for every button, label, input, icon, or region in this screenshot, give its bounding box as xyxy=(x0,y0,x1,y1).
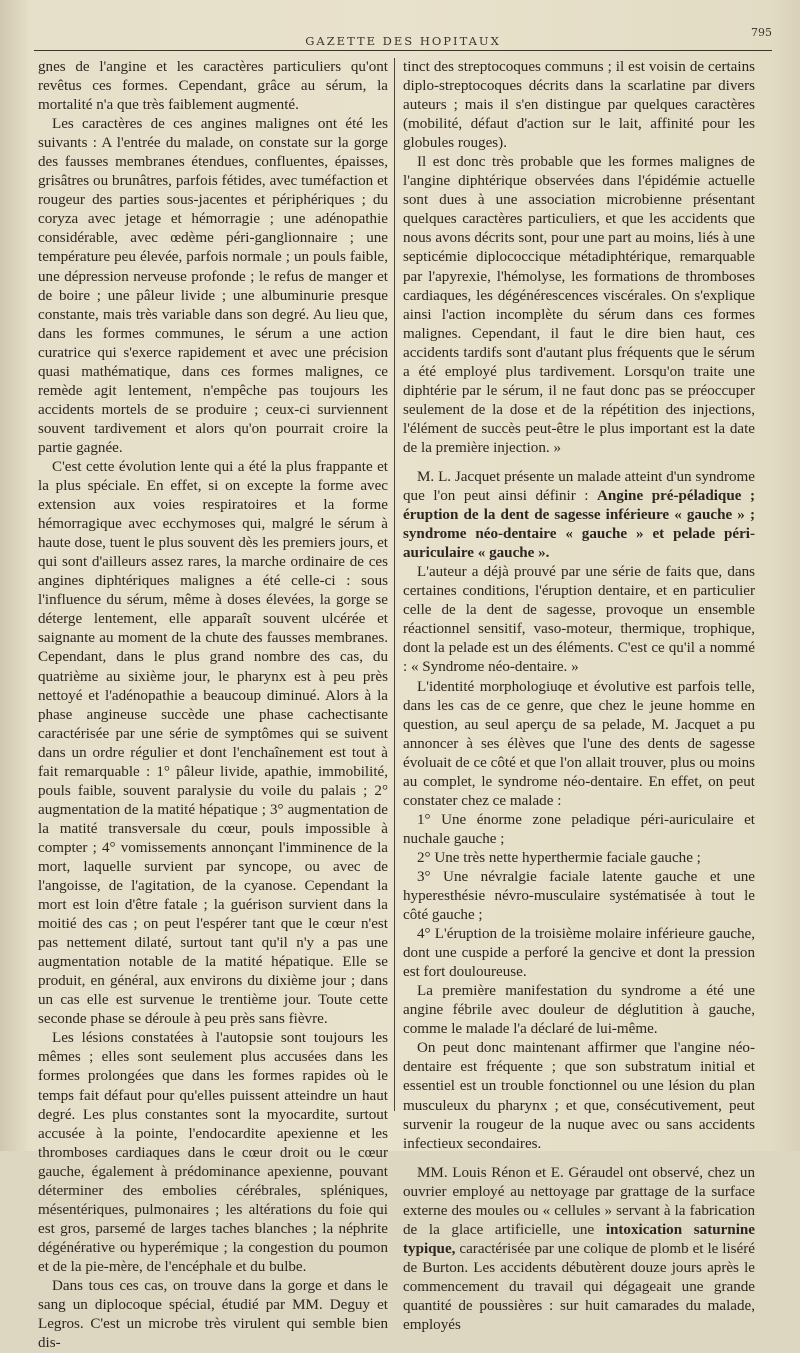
list-item: 3° Une névralgie faciale latente gauche et une hyperesthésie névro-musculaire systématisée à tout le côté gauche ; xyxy=(403,868,755,924)
paragraph: C'est cette évolution lente qui a été la plus frappante et la plus spéciale. En effet, si on excepte la forme avec extension aux voies respiratoires et la forme hémorragique avec ecchymoses qui, malgré le sérum à haute dose, tuent le plus souvent dès les premiers jours, et qui sont d'ailleurs assez rares, la marche ordinaire de ces angines diphtériques malignes a été celle-ci : sous l'influence du sérum, même à doses élevées, la gorge se déterge lentement, elle apparaît souvent ulcérée et saignante au moment de la chute des fausses membranes. Cependant, dans le plus grand nombre des cas, du quatrième au sixième jour, le pharynx est à peu près nettoyé et l'adénopathie a beaucoup diminué. Alors à la phase angineuse succède une phase cachectisante caractérisée par une série de symptômes qui se suivent dans un ordre régulier et dont l'enchaînement est tout à fait remarquable : 1° pâleur livide, apathie, immobilité, pouls faible, souvent paralysie du voile du palais ; 2° augmentation de la matité hépatique ; 3° augmentation de la matité transversale du cœur, pouls impossible à compter ; 4° vomissements annonçant l'imminence de la mort, laquelle survient par syncope, ou avec de l'angoisse, de l'agitation, de la cyanose. Cependant la mort est loin d'être fatale ; la guérison survient dans la moitié des cas ; on peut l'espérer tant que le cœur n'est pas nettement dilaté, surtout tant qu'il n'y a pas une augmentation notable de la matité hépatique. Elle se produit, en général, aux environs du dixième jour ; dans un cas elle est survenue le trentième jour. Toute cette seconde phase se déroule à peu près sans fièvre. xyxy=(38,458,388,1028)
right-column xyxy=(403,58,755,1335)
paragraph-renon xyxy=(403,1164,755,1335)
paragraph: Les caractères de ces angines malignes ont été les suivants : A l'entrée du malade, on constate sur la gorge des fausses membranes étendues, confluentes, épaisses, grisâtres ou brunâtres, parfois fétides, avec tuméfaction et rougeur des parties sous-jacentes et périphériques ; du coryza avec jetage et hémorragie ; une adénopathie considérable, avec œdème péri-ganglionnaire ; une température peu élevée, parfois normale ; un pouls faible, une dépression nerveuse profonde ; le refus de manger et de boire ; une pâleur livide ; une albuminurie presque constante, mais très variable dans son degré. Au lieu que, dans les formes communes, le sérum a une action curatrice qui s'exerce rapidement et avec une précision quasi mathématique, dans ces formes malignes, ce remède agit lentement, n'empêche pas toujours les accidents mortels de se produire ; ceux-ci surviennent souvent tardivement et alors qu'on pourrait croire la partie gagnée. xyxy=(38,116,388,456)
paragraph: L'auteur a déjà prouvé par une série de faits que, dans certaines conditions, l'éruption dentaire, et en particulier celle de la dent de sagesse, provoque un ensemble réactionnel sensitif, vaso-moteur, thermique, trophique, dont la pelade est un des éléments. C'est ce qu'il a nommé : « Syndrome néo-dentaire. » xyxy=(403,564,755,676)
paragraph: Les lésions constatées à l'autopsie sont toujours les mêmes ; elles sont seulement plus accusées dans les formes prolongées que dans les formes rapides où le temps fait défaut pour qu'elles puissent atteindre un haut degré. Les plus constantes sont la myocardite, surtout accusée à la pointe, l'endocardite apexienne et les thromboses cardiaques dans le cœur droit ou le cœur gauche, également à prédominance apexienne, pouvant déterminer des embolies cérébrales, spléniques, mésentériques, pulmonaires ; les altérations du foie qui est gros, parsemé de larges taches blanches ; la néphrite dégénérative ou hyperémique ; la congestion du poumon et de la pie-mère, de l'encéphale et du bulbe. xyxy=(38,1030,388,1275)
paragraph: La première manifestation du syndrome a été une angine fébrile avec douleur de déglutition à gauche, comme le malade l'a déclaré de lui-même. xyxy=(403,983,755,1038)
page-number: 795 xyxy=(751,26,772,39)
left-column xyxy=(38,58,388,1353)
page-header xyxy=(34,26,772,50)
intoxication-title: intoxication saturnine typique, xyxy=(403,1221,755,1257)
column-divider xyxy=(394,58,395,1111)
paragraph: Il est donc très probable que les formes malignes de l'angine diphtérique observées dans l'épidémie actuelle sont dues à une association microbienne présentant quelques caractères particuliers, et que les accidents que nous avons décrits sont, pour une part au moins, liés à une septicémie diplococcique métadiphtérique, remarquable par l'apyrexie, l'hémolyse, les formations de thromboses cardiaques, les dégénérescences viscérales. On s'explique ainsi l'action incomplète du sérum dans ces formes malignes. Cependant, il faut le dire bien haut, ces accidents tardifs sont d'autant plus fréquents que le sérum a été employé plus tardivement. Lorsqu'on traite une diphtérie par le sérum, il ne faut donc pas se préoccuper seulement de la dose et de la répétition des injections, l'élément de succès peut-être le plus important est la date de la première injection. » xyxy=(403,154,755,456)
paragraph: tinct des streptocoques communs ; il est voisin de certains diplo-streptocoques décrits dans la scarlatine par divers auteurs ; mais il s'en distingue par quelques caractères (mobilité, défaut d'action sur le lait, affinité pour les globules rouges). xyxy=(403,59,755,152)
paragraph-jacquet xyxy=(403,468,755,563)
list-item: 2° Une très nette hyperthermie faciale gauche ; xyxy=(417,849,701,866)
list-item: 4° L'éruption de la troisième molaire inférieure gauche, dont une cuspide a perforé la gencive et dont la pression est fort douloureuse. xyxy=(403,926,755,981)
paragraph: On peut donc maintenant affirmer que l'angine néo-dentaire est fréquente ; que son substratum initial et essentiel est un trouble fonctionnel ou une lésion du plan musculeux du pharynx ; et que, consécutivement, peut survenir la rougeur de la nuque avec ou sans accidents infectieux secondaires. xyxy=(403,1040,755,1152)
paragraph: L'identité morphologiuqe et évolutive est parfois telle, dans les cas de ce genre, que chez le jeune homme en question, au seul aperçu de sa pelade, M. Jacquet a pu annoncer à ses élèves que l'une des dents de sagesse évoluait de ce côté et que l'on allait trouver, plus ou moins au complet, le syndrome néo-dentaire. En effet, on peut constater chez ce malade : xyxy=(403,678,755,809)
paragraph-text: MM. Louis Rénon et E. Géraudel ont observé, chez un ouvrier employé au nettoyage par grattage de la surface externe des moules ou « cellules » servant à la fabrication de la glace artificielle, une xyxy=(403,1164,755,1238)
paragraph-text: caractérisée par une colique de plomb et le liséré de Burton. Les accidents débutèrent douze jours après le commencement du travail qui dégageait une grande quantité de poussières : sur huit camarades du malade, employés xyxy=(403,1240,755,1334)
paragraph: gnes de l'angine et les caractères particuliers qu'ont revêtus ces formes. Cependant, grâce au sérum, la mortalité n'a que très faiblement augmenté. xyxy=(38,59,388,114)
header-rule xyxy=(34,50,772,51)
paragraph: Dans tous ces cas, on trouve dans la gorge et dans le sang un diplocoque spécial, étudié par MM. Deguy et Legros. C'est un microbe très virulent qui semble bien dis- xyxy=(38,1278,388,1352)
journal-title: GAZETTE DES HOPITAUX xyxy=(305,34,501,48)
list-item: 1° Une énorme zone peladique péri-auriculaire et nuchale gauche ; xyxy=(403,811,755,847)
paragraph-text: M. L. Jacquet présente un malade atteint d'un syndrome que l'on peut ainsi définir : xyxy=(403,468,755,505)
syndrome-title: Angine pré-péladique ; éruption de la dent de sagesse inférieure « gauche » ; syndrome néo-dentaire « gauche » et pelade péri-auriculaire « gauche ». xyxy=(403,488,755,562)
